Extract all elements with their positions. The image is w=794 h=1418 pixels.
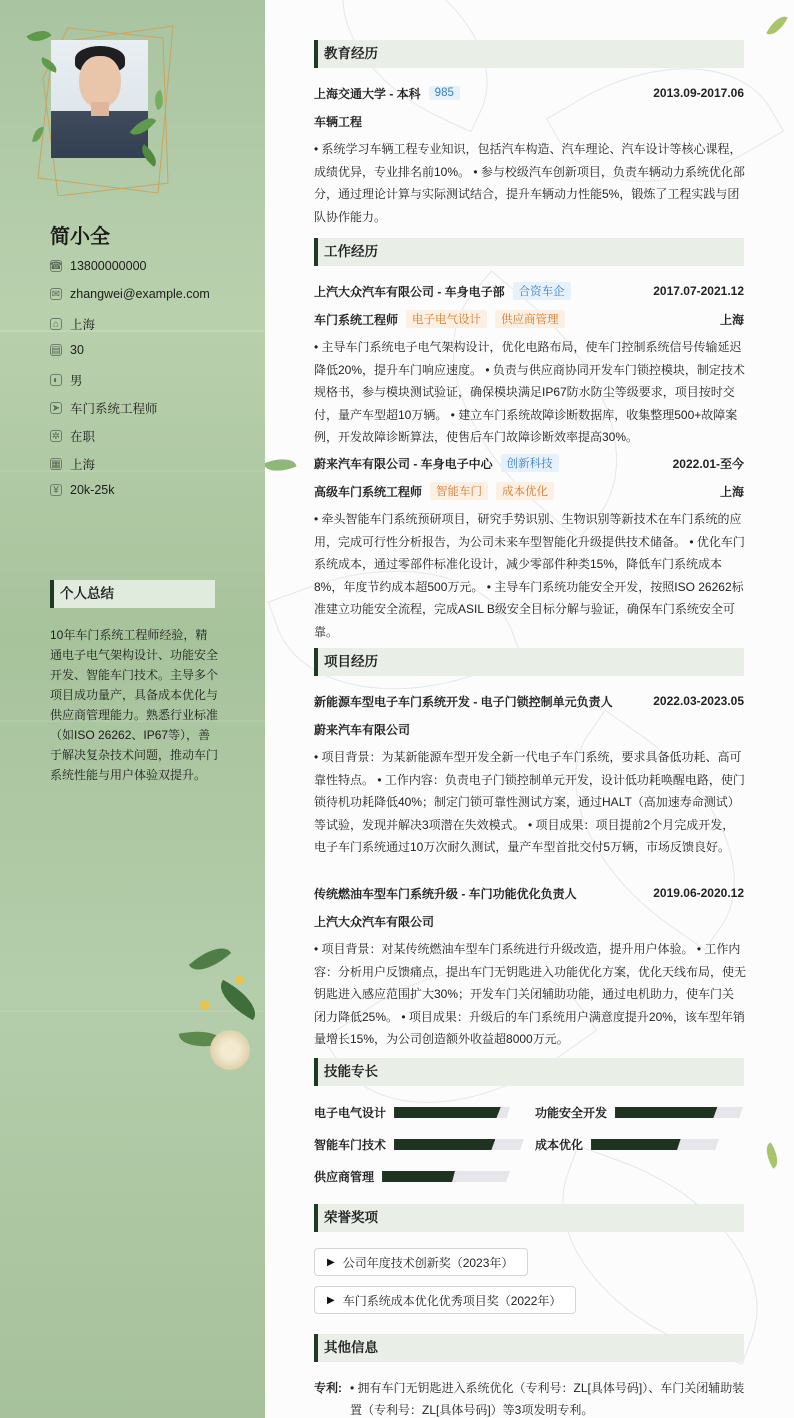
school-name: 上海交通大学 - 本科 (314, 86, 421, 101)
job-period: 2022.01-至今 (672, 456, 744, 471)
company-tag: 创新科技 (501, 454, 559, 472)
skill-bar (394, 1107, 510, 1118)
home-icon: ⌂ (50, 318, 62, 330)
gender-row: ◐ 男 (50, 371, 83, 389)
project-header (314, 691, 744, 711)
job-tag: 成本优化 (496, 482, 554, 500)
skill-name: 电子电气设计 (314, 1106, 387, 1120)
project-company: 蔚来汽车有限公司 (314, 722, 411, 737)
project-description: • 项目背景：对某传统燃油车型车门系统进行升级改造，提升用户体验。 • 工作内容：分析用户反馈痛点，提出车门无钥匙进入功能优化方案，优化天线布局，使无钥匙进入感应范围扩大30%；开发车门关闭辅助功能，通过电机助力，使车门关闭力降低25%。 • 项目成果：升级后的车门系统用户满意度提升20%，该车型年销量增长15%，为公司创造额外收益超8000万元。 (314, 942, 747, 1046)
background-streak (0, 330, 265, 332)
skills-section-title: 技能专长 (314, 1058, 744, 1086)
education-major-row (314, 111, 744, 131)
gear-icon: ✲ (51, 430, 61, 442)
email-row: ✉ zhangwei@example.com (51, 287, 210, 301)
company-tag: 合资车企 (513, 282, 571, 300)
job-description: • 主导车门系统电子电气架构设计，优化电路布局，使车门控制系统信号传输延迟降低20%，提升车门响应速度。 • 负责与供应商协同开发车门锁控模块，制定技术规格书，参与模块测试验证，确保模块满足IP67防水防尘等级要求，项目按时交付，量产车型超10万辆。 • 建立车门系统故障诊断数据库，收集整理500+故障案例，开发故障诊断算法，使售后车门故障诊断效率提高30%。 (314, 340, 745, 444)
target-city-row: ▦ 上海 (51, 458, 96, 472)
leaf-decoration (189, 939, 231, 979)
leaf-decoration (766, 12, 788, 38)
gender-icon: ◐ (50, 374, 62, 386)
triangle-right-icon: ▶ (327, 1294, 335, 1306)
education-header (314, 83, 744, 103)
flower-decoration (210, 1030, 250, 1070)
honors-section-title: 荣誉奖项 (314, 1204, 744, 1232)
salary-row: ¥ 20k-25k (50, 483, 114, 497)
project-description: • 项目背景：为某新能源车型开发全新一代电子车门系统，要求具备低功耗、高可靠性特点。 • 工作内容：负责电子门锁控制单元开发，设计低功耗唤醒电路，使门锁待机功耗降低40%；制定门锁可靠性测试方案，通过HALT（高加速寿命测试）等试验，发现并解决3项潜在失效模式。 • 项目成果：项目提前2个月完成开发，电子车门系统通过10万次耐久测试，量产车型首批交付5万辆，市场反馈良好。 (314, 750, 745, 854)
job-city: 上海 (719, 484, 744, 499)
skill-name: 智能车门技术 (314, 1138, 387, 1152)
job-header (314, 453, 744, 473)
job-city: 上海 (719, 312, 744, 327)
cake-icon: ▤ (51, 344, 61, 356)
award-label: 公司年度技术创新奖（2023年） (342, 1255, 514, 1270)
project-company-row (314, 719, 744, 739)
other-section-title: 其他信息 (314, 1334, 744, 1362)
skill-bar-fill (394, 1107, 501, 1118)
award-item[interactable] (314, 1248, 528, 1276)
patent-label: 专利: (314, 1381, 342, 1395)
job-period: 2017.07-2021.12 (653, 284, 744, 298)
skill-bar-fill (591, 1139, 681, 1150)
background-streak (0, 470, 265, 472)
age-row: ▤ 30 (51, 343, 84, 357)
building-icon: ▦ (51, 458, 61, 470)
location-row: ⌂ 上海 (50, 315, 95, 333)
position-row: ➤ 车门系统工程师 (51, 402, 158, 416)
skill-bar (382, 1171, 510, 1182)
skill-name: 成本优化 (535, 1138, 584, 1152)
job-role-row (314, 309, 744, 329)
coin-icon: ¥ (50, 484, 62, 496)
job-tag: 智能车门 (430, 482, 488, 500)
project-name: 新能源车型电子车门系统开发 - 电子门锁控制单元负责人 (314, 694, 613, 709)
patent-text: • 拥有车门无钥匙进入系统优化（专利号：ZL[具体号码]）、车门关闭辅助装置（专利号：ZL[具体号码]）等3项发明专利。 (350, 1381, 745, 1417)
project-company: 上汽大众汽车有限公司 (314, 914, 435, 929)
skill-bar (615, 1107, 743, 1118)
skill-item (314, 1168, 510, 1185)
main-content (265, 0, 794, 1418)
project-header (314, 883, 744, 903)
job-tag: 供应商管理 (495, 310, 565, 328)
phone-icon: ☎ (49, 260, 63, 272)
phone-row: ☎ 13800000000 (49, 259, 147, 273)
project-period: 2019.06-2020.12 (653, 886, 744, 900)
education-section-title: 教育经历 (314, 40, 744, 68)
skill-item (535, 1104, 743, 1121)
skill-bar-fill (615, 1107, 717, 1118)
projects-section-title: 项目经历 (314, 648, 744, 676)
avatar (51, 40, 148, 158)
work-section-title: 工作经历 (314, 238, 744, 266)
skill-item (314, 1104, 510, 1121)
school-tag: 985 (429, 86, 460, 100)
skill-name: 供应商管理 (314, 1170, 375, 1184)
sidebar (0, 0, 265, 1418)
other-info (314, 1377, 746, 1418)
education-description: • 系统学习车辆工程专业知识，包括汽车构造、汽车理论、汽车设计等核心课程，成绩优异，专业排名前10%。 • 参与校级汽车创新项目，负责车辆动力系统优化部分，通过理论计算与实际测试结合，提升车辆动力性能5%，锻炼了工程实践与团队协作能力。 (314, 142, 745, 224)
project-period: 2022.03-2023.05 (653, 694, 744, 708)
leaf-decoration (761, 1142, 783, 1168)
major: 车辆工程 (314, 114, 363, 129)
skill-bar (394, 1139, 524, 1150)
award-label: 车门系统成本优化优秀项目奖（2022年） (342, 1293, 562, 1308)
flower-decoration (235, 975, 244, 984)
award-item[interactable] (314, 1286, 576, 1314)
company-name: 蔚来汽车有限公司 - 车身电子中心 (314, 456, 493, 471)
job-role: 高级车门系统工程师 (314, 484, 423, 499)
project-company-row (314, 911, 744, 931)
project-name: 传统燃油车型车门系统升级 - 车门功能优化负责人 (314, 886, 577, 901)
leaf-decoration (213, 980, 263, 1020)
company-name: 上汽大众汽车有限公司 - 车身电子部 (314, 284, 505, 299)
skill-bar-fill (382, 1171, 455, 1182)
background-leaf (526, 1145, 793, 1365)
skill-item (535, 1136, 719, 1153)
skill-item (314, 1136, 524, 1153)
send-icon: ➤ (51, 402, 61, 414)
job-role: 车门系统工程师 (314, 312, 399, 327)
flower-decoration (200, 1000, 210, 1010)
job-header (314, 281, 744, 301)
summary-title: 个人总结 (50, 580, 215, 608)
education-period: 2013.09-2017.06 (653, 86, 744, 100)
mail-icon: ✉ (51, 288, 61, 300)
job-description: • 牵头智能车门系统预研项目，研究手势识别、生物识别等新技术在车门系统的应用，完成可行性分析报告，为公司未来车型智能化升级提供技术储备。 • 优化车门系统成本，通过零部件标准化设计，减少零部件种类15%，降低车门系统成本8%，年度节约成本超500万元。 • 主导车门系统功能安全开发，按照ISO 26262标准建立功能安全流程，完成ASIL B级安全目标分解与验证，确保车门系统安全可靠。 (314, 512, 745, 639)
skill-name: 功能安全开发 (535, 1106, 608, 1120)
job-tag: 电子电气设计 (406, 310, 487, 328)
skill-bar (591, 1139, 719, 1150)
job-role-row (314, 481, 744, 501)
status-row: ✲ 在职 (51, 430, 96, 444)
triangle-right-icon: ▶ (327, 1256, 335, 1268)
skill-bar-fill (394, 1139, 495, 1150)
candidate-name: 简小全 (50, 226, 110, 248)
summary-text: 10年车门系统工程师经验，精通电子电气架构设计、功能安全开发、智能车门技术。主导多个项目成功量产，具备成本优化与供应商管理能力。熟悉行业标准（如ISO 26262、IP67等），善于解决复杂技术问题，推动车门系统性能与用户体验双提升。 (50, 628, 219, 782)
background-streak (0, 1010, 265, 1012)
leaf-decoration (265, 453, 296, 476)
